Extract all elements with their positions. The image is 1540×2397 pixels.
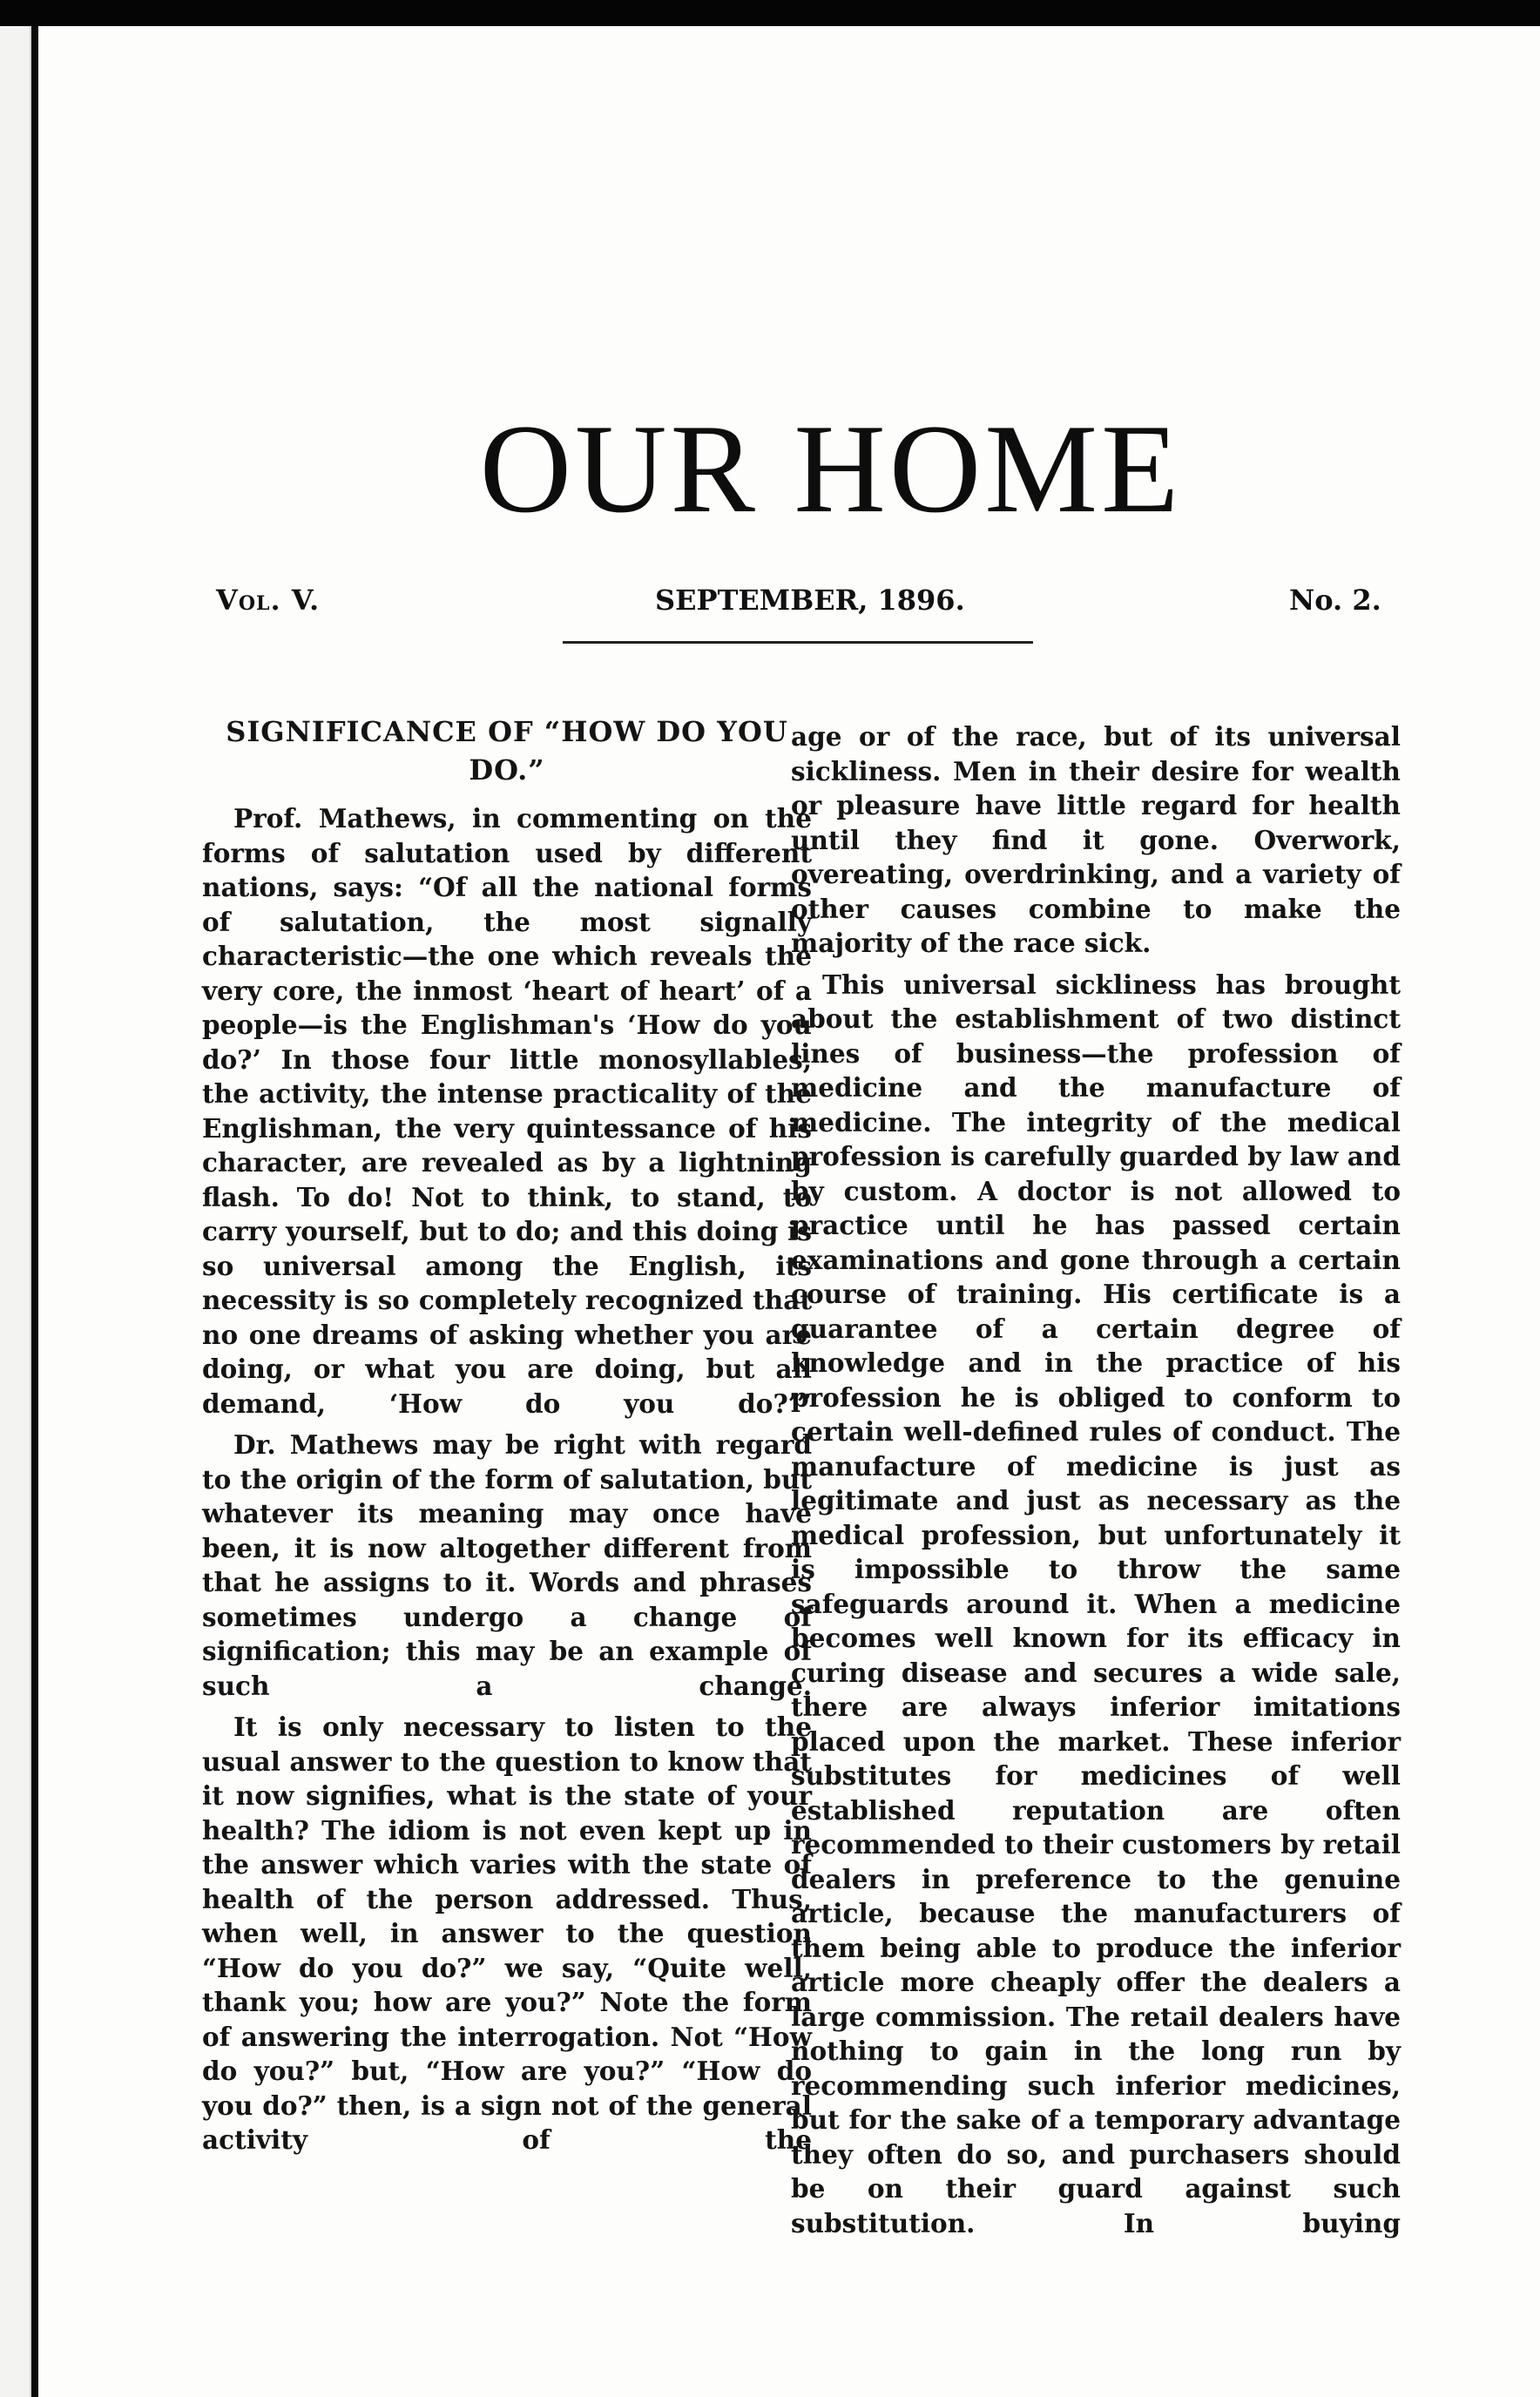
article-paragraph-continued: age or of the race, but of its universal sickliness. Men in their desire for wealth or pleasure have little regard for health until they find it gone. Overwork, overeating, overdrinking, and a variety of other causes combine to make the majority of the race sick. (791, 721, 1401, 958)
article-heading: SIGNIFICANCE OF “HOW DO YOU DO.” (226, 715, 788, 787)
masthead-divider (563, 641, 1033, 644)
document-page (38, 26, 1540, 2397)
article-column-right (791, 706, 1401, 2247)
issue-date: SEPTEMBER, 1896. (655, 584, 965, 617)
article-paragraph: Prof. Mathews, in commenting on the forms of salutation used by different nations, says: “Of all the national forms of salutation, the most signally characteristic—the one which reveals the very core, the inmost ‘heart of heart’ of a people—is the Englishman's ‘How do you do?’ In those four little monosyllables, the activity, the intense practicality of the Englishman, the very quintessance of his character, are revealed as by a lightning flash. To do! Not to think, to stand, to carry yourself, but to do; and this doing is so universal among the English, its necessity is so completely recognized that no one dreams of asking whether you are doing, or what you are doing, but all demand, ‘How do you do?’” (202, 803, 812, 1419)
scan-top-border (0, 0, 1540, 26)
article-column-left (202, 706, 812, 2164)
article-paragraph: It is only necessary to listen to the usual answer to the question to know that it now signifies, what is the state of your health? The idiom is not even kept up in the answer which varies with the state of health of the person addressed. Thus, when well, in answer to the question “How do you do?” we say, “Quite well, thank you; how are you?” Note the form of answering the interrogation. Not “How do you?” but, “How are you?” “How do you do?” then, is a sign not of the general activity of the (202, 1712, 812, 2155)
volume-label: Vol. V. (216, 584, 321, 617)
article-paragraph: This universal sickliness has brought about the establishment of two distinct lines of business—the profession of medicine and the manufacture of medicine. The integrity of the medical profession is carefully guarded by law and by custom. A doctor is not allowed to practice until he has passed certain examinations and gone through a certain course of training. His certificate is a guarantee of a certain degree of knowledge and in the practice of his profession he is obliged to conform to certain well-defined rules of conduct. The manufacture of medicine is just as legitimate and just as necessary as the medical profession, but unfortunately it is impossible to throw the same safeguards around it. When a medicine becomes well known for its efficacy in curing disease and secures a wide sale, there are always inferior imitations placed upon the market. These inferior substitutes for medicines of well established reputation are often recommended to their customers by retail dealers in preference to the genuine article, because the manufacturers of them being able to produce the inferior article more cheaply offer the dealers a large commission. The retail dealers have nothing to gain in the long run by recommending such inferior medicines, but for the sake of a temporary advantage they often do so, and purchasers should be on their guard against such substitution. In buying (791, 969, 1401, 2238)
article-paragraph: Dr. Mathews may be right with regard to the origin of the form of salutation, but whatever its meaning may once have been, it is now altogether different from that he assigns to it. Words and phrases sometimes undergo a change of signification; this may be an example of such a change. (202, 1429, 812, 1701)
issue-number: No. 2. (1289, 584, 1381, 617)
masthead-title: OUR HOME (479, 398, 1183, 539)
scan-left-page-edge (0, 26, 31, 2397)
